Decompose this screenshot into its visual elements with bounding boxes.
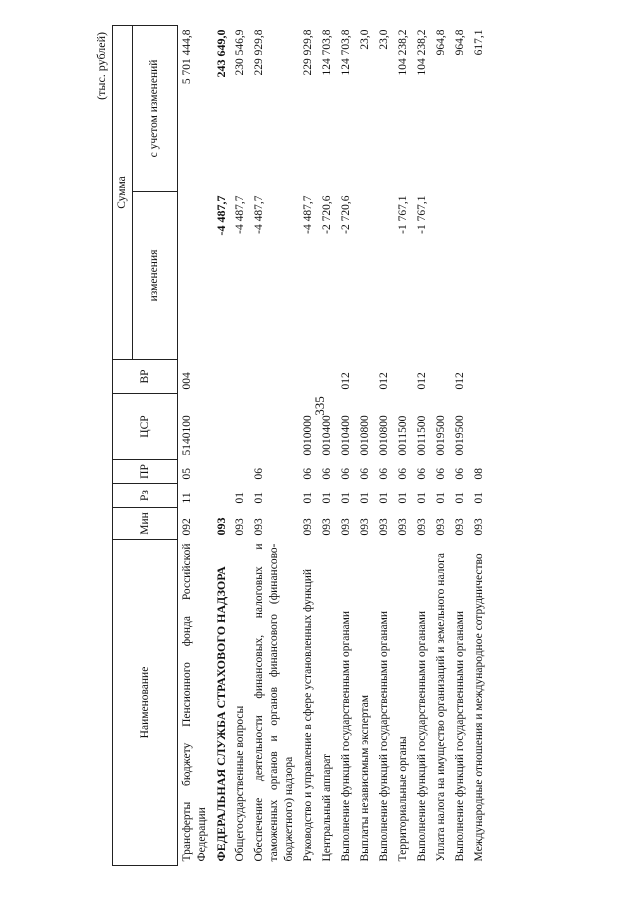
row-rz: 01 <box>253 492 266 504</box>
row-rz: 01 <box>396 492 409 504</box>
table-row <box>432 25 451 865</box>
header-changes: изменения <box>132 192 177 360</box>
row-min: 092 <box>180 518 193 536</box>
header-with-changes: с учетом изменений <box>132 25 177 191</box>
table-row <box>212 25 232 865</box>
row-vr: 012 <box>453 372 466 390</box>
row-pr: 06 <box>415 468 428 480</box>
row-total: 23,0 <box>377 29 390 50</box>
table-row <box>231 25 250 865</box>
table-header-row <box>113 25 133 865</box>
row-name: Трансферты бюджету Пенсионного фонда Российской Федерации <box>180 543 208 862</box>
header-vr: ВР <box>113 360 178 394</box>
row-min: 093 <box>396 518 409 536</box>
row-total: 229 929,8 <box>302 29 315 76</box>
row-vr <box>432 360 451 394</box>
row-vr <box>299 360 318 394</box>
row-total: 23,0 <box>358 29 371 50</box>
row-pr: 06 <box>302 468 315 480</box>
row-total: 964,8 <box>434 29 447 56</box>
row-csr <box>250 394 299 460</box>
row-name: Руководство и управление в сфере установленных функций <box>302 568 315 862</box>
row-pr <box>212 460 232 484</box>
row-min: 093 <box>253 518 266 536</box>
row-csr: 0010400 <box>321 415 334 456</box>
table-row <box>337 25 356 865</box>
table-row <box>375 25 394 865</box>
row-rz: 01 <box>234 492 247 504</box>
row-vr <box>250 360 299 394</box>
row-vr <box>356 360 375 394</box>
row-csr <box>212 394 232 460</box>
row-csr <box>231 394 250 460</box>
row-change <box>470 192 489 360</box>
table-row <box>299 25 318 865</box>
row-csr: 0011500 <box>396 415 409 456</box>
row-rz: 11 <box>180 492 193 504</box>
header-name: Наименование <box>113 540 178 866</box>
row-csr: 0010800 <box>358 415 371 456</box>
header-sum: Сумма <box>113 25 133 359</box>
row-pr <box>231 460 250 484</box>
table-row <box>177 25 211 865</box>
header-pr: ПР <box>113 460 178 484</box>
row-min: 093 <box>213 517 228 536</box>
row-total: 5 701 444,8 <box>180 29 193 85</box>
row-pr: 06 <box>340 468 353 480</box>
row-name: Обеспечение деятельности финансовых, налоговых и таможенных органов и органов финансового (финансово-бюджетного) надзора <box>253 543 296 862</box>
row-min: 093 <box>340 518 353 536</box>
row-csr: 5140100 <box>180 415 193 456</box>
row-name: Выплаты независимым экспертам <box>358 694 371 862</box>
row-vr: 012 <box>340 372 353 390</box>
row-change: -4 487,7 <box>213 195 228 236</box>
row-vr <box>470 360 489 394</box>
row-csr: 0019500 <box>434 415 447 456</box>
rotated-page-content <box>96 26 596 866</box>
row-rz: 01 <box>321 492 334 504</box>
row-name: Выполнение функций государственными органами <box>453 610 466 862</box>
table-row <box>356 25 375 865</box>
row-change <box>177 192 211 360</box>
row-change <box>451 192 470 360</box>
row-total: 243 649,0 <box>213 29 228 78</box>
row-pr: 06 <box>434 468 447 480</box>
row-name: Выполнение функций государственными органами <box>377 610 390 862</box>
row-csr: 0010800 <box>377 415 390 456</box>
row-name: Уплата налога на имущество организаций и земельного налога <box>434 553 447 862</box>
row-rz: 01 <box>472 492 485 504</box>
row-name: ФЕДЕРАЛЬНАЯ СЛУЖБА СТРАХОВОГО НАДЗОРА <box>213 566 228 862</box>
row-min: 093 <box>234 518 247 536</box>
row-vr: 012 <box>377 372 390 390</box>
row-change: -4 487,7 <box>253 195 266 234</box>
table-row <box>470 25 489 865</box>
units-label: (тыс. рублей) <box>94 32 108 100</box>
row-pr: 06 <box>321 468 334 480</box>
row-pr: 06 <box>377 468 390 480</box>
table-row <box>451 25 470 865</box>
row-change: -2 720,6 <box>321 195 334 234</box>
row-rz <box>212 484 232 508</box>
row-rz: 01 <box>340 492 353 504</box>
row-vr: 012 <box>415 372 428 390</box>
row-min: 093 <box>415 518 428 536</box>
row-min: 093 <box>321 518 334 536</box>
row-total: 124 703,8 <box>340 29 353 76</box>
row-rz: 01 <box>453 492 466 504</box>
row-name: Территориальные органы <box>396 736 409 862</box>
row-csr: 0011500 <box>415 415 428 456</box>
row-change <box>375 192 394 360</box>
table-row <box>413 25 432 865</box>
row-pr: 06 <box>453 468 466 480</box>
row-change <box>356 192 375 360</box>
row-change: -1 767,1 <box>396 195 409 234</box>
row-change: -4 487,7 <box>302 195 315 234</box>
row-csr <box>470 394 489 460</box>
row-name: Общегосударственные вопросы <box>234 705 247 862</box>
row-csr: 0019500 <box>453 415 466 456</box>
row-vr <box>231 360 250 394</box>
row-name: Центральный аппарат <box>321 753 334 862</box>
row-total: 617,1 <box>472 29 485 56</box>
row-pr: 06 <box>253 468 266 480</box>
table-row <box>318 25 337 865</box>
row-rz: 01 <box>434 492 447 504</box>
row-min: 093 <box>453 518 466 536</box>
row-total: 104 238,2 <box>396 29 409 76</box>
row-name: Выполнение функций государственными органами <box>340 610 353 862</box>
row-name: Международные отношения и международное сотрудничество <box>472 553 485 862</box>
row-min: 093 <box>302 518 315 536</box>
row-rz: 01 <box>377 492 390 504</box>
row-change: -1 767,1 <box>415 195 428 234</box>
budget-table <box>112 25 489 866</box>
row-total: 104 238,2 <box>415 29 428 76</box>
page-number: 335 <box>312 396 327 416</box>
row-vr <box>394 360 413 394</box>
row-total: 124 703,8 <box>321 29 334 76</box>
row-pr: 08 <box>472 468 485 480</box>
row-change: -4 487,7 <box>234 195 247 234</box>
row-total: 964,8 <box>453 29 466 56</box>
row-rz: 01 <box>415 492 428 504</box>
row-rz: 01 <box>358 492 371 504</box>
row-vr <box>212 360 232 394</box>
row-change: -2 720,6 <box>340 195 353 234</box>
header-rz: Рз <box>113 484 178 508</box>
row-min: 093 <box>358 518 371 536</box>
row-pr: 05 <box>180 468 193 480</box>
row-total: 230 546,9 <box>234 29 247 76</box>
row-min: 093 <box>377 518 390 536</box>
row-min: 093 <box>434 518 447 536</box>
row-pr: 06 <box>396 468 409 480</box>
row-total: 229 929,8 <box>253 29 266 76</box>
header-csr: ЦСР <box>113 394 178 460</box>
row-vr: 004 <box>180 372 193 390</box>
header-min: Мин <box>113 508 178 540</box>
row-csr: 0010000 <box>302 415 315 456</box>
row-change <box>432 192 451 360</box>
row-vr <box>318 360 337 394</box>
table-row <box>250 25 299 865</box>
row-min: 093 <box>472 518 485 536</box>
table-body <box>177 25 488 865</box>
table-row <box>394 25 413 865</box>
row-csr: 0010400 <box>340 415 353 456</box>
row-rz: 01 <box>302 492 315 504</box>
row-name: Выполнение функций государственными органами <box>415 610 428 862</box>
row-pr: 06 <box>358 468 371 480</box>
